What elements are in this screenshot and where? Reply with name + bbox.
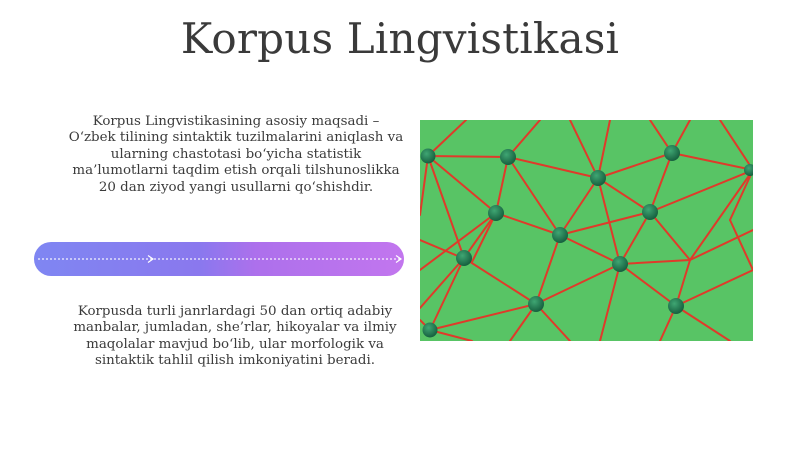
double-arrow-icon [34,242,404,276]
corpus-paragraph: Korpusda turli janrlardagi 50 dan ortiq adabiy manbalar, jumladan, she’rlar, hikoyalar va ilmiy maqolalar mavjud bo‘lib, ular morfologik va sintaktik tahlil qilish imkoniyatini beradi. [73,304,397,369]
network-photo [420,120,753,341]
network-string-image [420,120,753,341]
decorative-divider [34,242,404,276]
intro-paragraph: Korpus Lingvistikasining asosiy maqsadi – O‘zbek tilining sintaktik tuzilmalarini aniqlash va ularning chastotasi bo‘yicha statistik ma’lumotlarni taqdim etish orqali tilshunoslikka 20 dan ziyod yangi usullarni qo‘shishdir. [68,114,404,195]
slide-title: Korpus Lingvistikasi [180,14,620,63]
